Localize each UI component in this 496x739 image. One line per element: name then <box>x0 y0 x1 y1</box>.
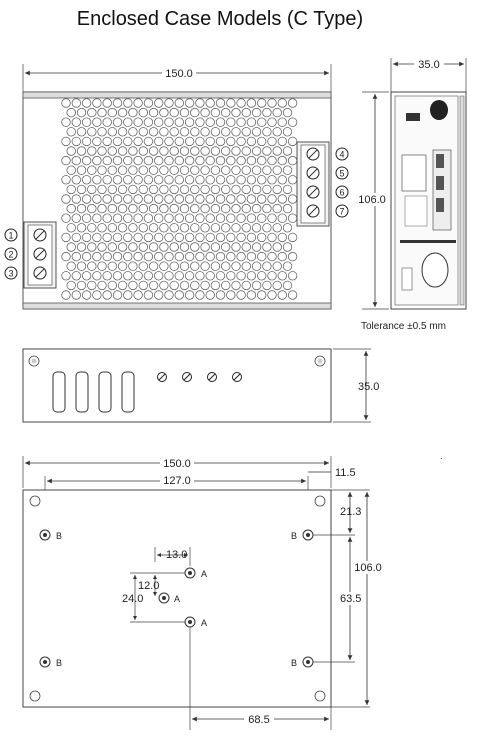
svg-text:A: A <box>174 594 181 604</box>
terminal-2 <box>5 248 17 260</box>
svg-text:6: 6 <box>339 187 345 198</box>
a-horizontal-label: 13.0 <box>166 549 188 561</box>
svg-text:A: A <box>201 618 208 628</box>
svg-text:B: B <box>291 658 298 668</box>
left-terminal-block <box>24 222 56 288</box>
svg-text:7: 7 <box>339 206 345 217</box>
side-width-label: 35.0 <box>418 59 440 71</box>
terminal-5 <box>336 167 348 179</box>
terminal-4 <box>336 148 348 160</box>
top-width-label: 150.0 <box>165 68 193 80</box>
front-height-label: 35.0 <box>358 381 380 393</box>
svg-text:A: A <box>201 569 208 579</box>
svg-text:1: 1 <box>8 230 14 241</box>
a-left-label: 24.0 <box>122 593 144 605</box>
side-height-label: 106.0 <box>358 194 386 206</box>
svg-text:B: B <box>56 658 63 668</box>
terminal-6 <box>336 186 348 198</box>
hole-span-label: 127.0 <box>163 475 191 487</box>
terminal-7 <box>336 205 348 217</box>
hole-vertical-label: 63.5 <box>340 593 362 605</box>
terminal-1 <box>5 229 17 241</box>
svg-text:3: 3 <box>8 268 14 279</box>
tolerance-note: Tolerance ±0.5 mm <box>361 321 446 332</box>
svg-text:B: B <box>291 531 298 541</box>
top-view <box>5 64 348 309</box>
a-vertical-label: 12.0 <box>138 580 160 592</box>
terminal-3 <box>5 267 17 279</box>
bottom-width-label: 150.0 <box>163 458 191 470</box>
svg-text:5: 5 <box>339 168 345 179</box>
svg-text:2: 2 <box>8 249 14 260</box>
side-view <box>357 58 466 332</box>
svg-text:4: 4 <box>339 149 345 160</box>
front-view <box>23 349 379 422</box>
bottom-view <box>23 451 443 730</box>
svg-text:B: B <box>56 531 63 541</box>
top-offset-label: 21.3 <box>340 506 362 518</box>
page-title: Enclosed Case Models (C Type) <box>76 8 364 30</box>
bottom-offset-label: 68.5 <box>248 714 270 726</box>
bottom-height-label: 106.0 <box>354 562 382 574</box>
offset-label: 11.5 <box>335 467 356 479</box>
right-terminal-block <box>297 142 329 226</box>
svg-text:.: . <box>440 451 443 461</box>
